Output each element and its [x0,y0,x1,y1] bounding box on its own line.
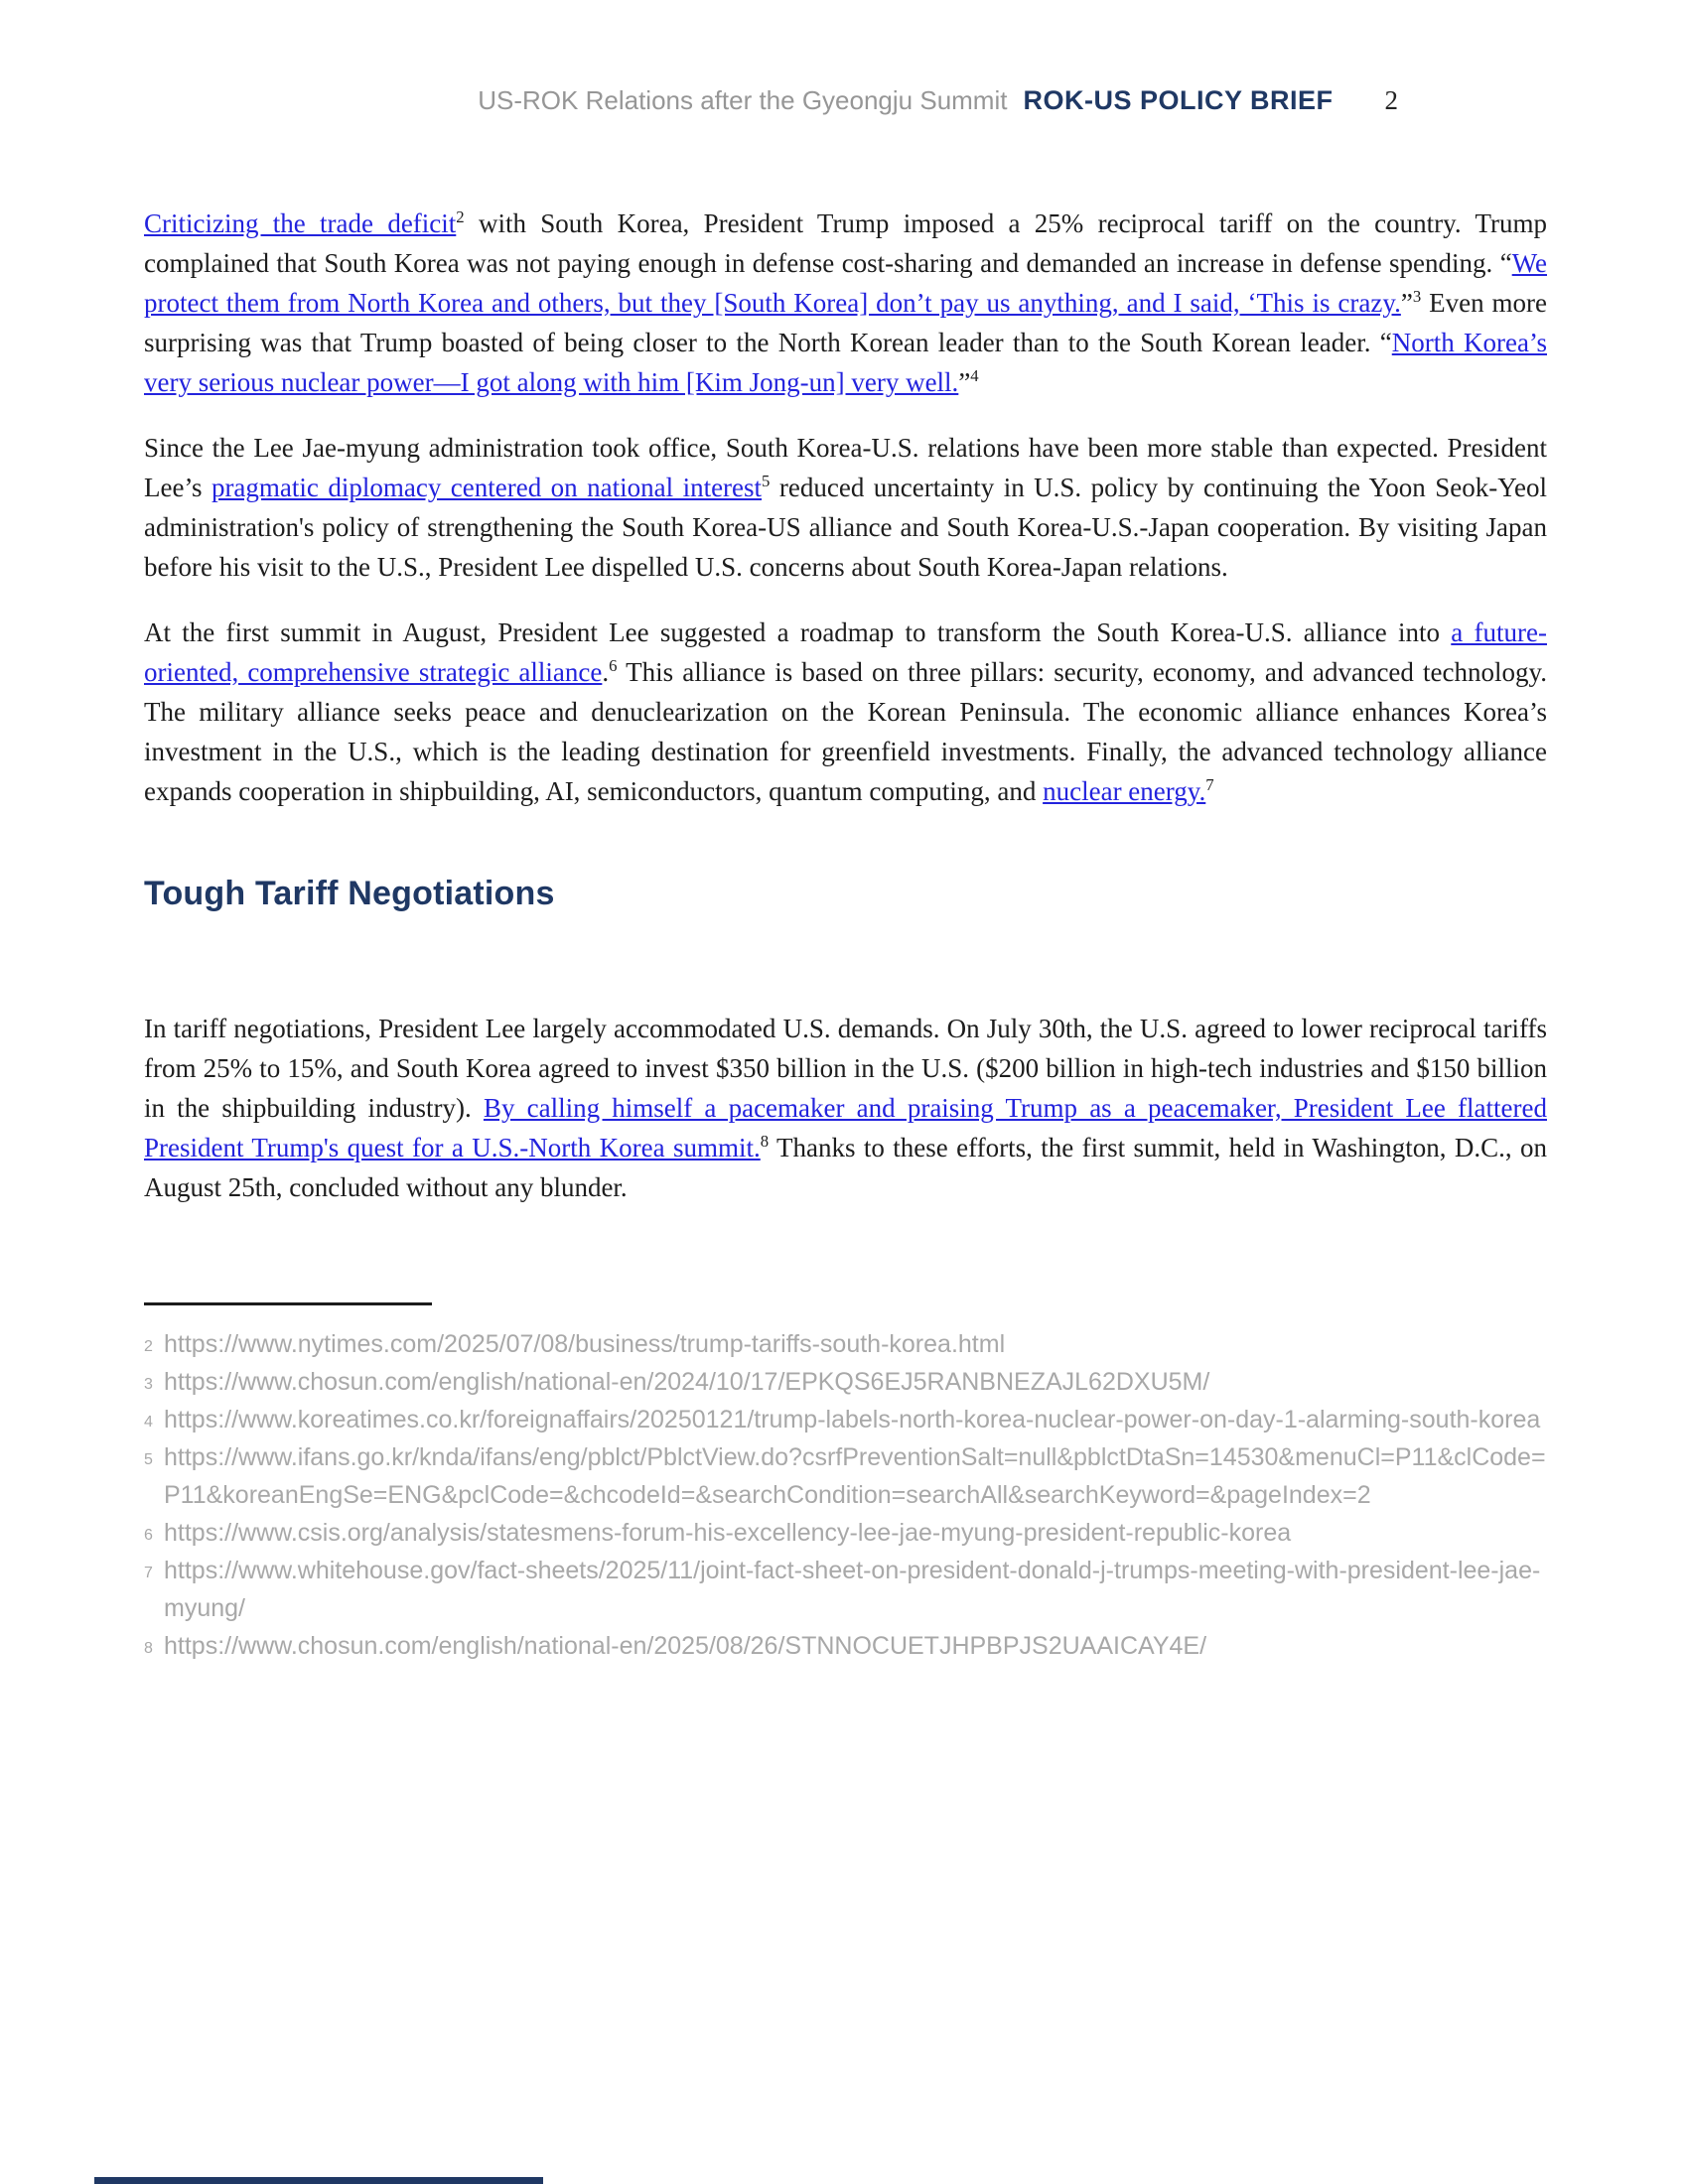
footnote-item [144,1552,1547,1627]
running-title: US-ROK Relations after the Gyeongju Summit [478,85,1008,115]
footnote-ref: 6 [609,656,618,675]
inline-link[interactable]: Criticizing the trade deficit [144,208,457,238]
footer-accent-bar [94,2177,543,2184]
footnote-marker: 5 [144,1451,153,1468]
inline-link[interactable]: nuclear energy. [1043,776,1206,806]
footnote-marker: 4 [144,1414,153,1431]
footnote-ref: 4 [970,366,979,385]
footnotes-section [144,1325,1547,1665]
footnote-item [144,1401,1547,1438]
footnote-ref: 8 [760,1132,770,1151]
inline-link[interactable]: By calling himself a pacemaker and praising Trump as a peacemaker, President Lee flattered President Trump's quest for a U.S.-North Korea summit. [144,1093,1547,1162]
paragraph-3: At the first summit in August, President Lee suggested a roadmap to transform the South Korea-U.S. alliance into a future-oriented, comprehensive strategic alliance.$^6$ This alliance is based on three pillars: security, economy, and advanced technology. The military alliance seeks peace and denuclearization on the Korean Peninsula. The economic alliance enhances Korea’s investment in the U.S., which is the leading destination for greenfield investments. Finally, the advanced technology alliance expands cooperation in shipbuilding, AI, semiconductors, quantum computing, and nuclear energy.$^7$ [144,617,1547,806]
footnote-url: https://www.whitehouse.gov/fact-sheets/2025/11/joint-fact-sheet-on-president-donald-j-trumps-meeting-with-president-lee-jae-myung/ [164,1557,1541,1622]
footnote-marker: 2 [144,1338,153,1355]
page-number: 2 [1384,85,1398,115]
footnote-url: https://www.chosun.com/english/national-en/2024/10/17/EPKQS6EJ5RANBNEZAJL62DXU5M/ [164,1368,1210,1396]
footnote-item [144,1363,1547,1401]
footnote-ref: 7 [1205,775,1214,794]
inline-link[interactable]: a future-oriented, comprehensive strategic alliance [144,617,1547,687]
footnote-item [144,1438,1547,1514]
footnote-item [144,1325,1547,1363]
footnote-url: https://www.nytimes.com/2025/07/08/business/trump-tariffs-south-korea.html [164,1330,1006,1358]
inline-link[interactable]: We protect them from North Korea and others, but they [South Korea] don’t pay us anything, and I said, ‘This is crazy. [144,248,1547,318]
footnote-ref: 5 [762,472,771,490]
footnote-marker: 7 [144,1565,153,1581]
page-header [144,85,1547,116]
footnote-url: https://www.koreatimes.co.kr/foreignaffairs/20250121/trump-labels-north-korea-nuclear-power-on-day-1-alarming-south-korea [164,1406,1541,1433]
brand-title: ROK-US POLICY BRIEF [1023,85,1334,115]
page-content [0,85,1688,1665]
footnote-url: https://www.chosun.com/english/national-en/2025/08/26/STNNOCUETJHPBPJS2UAAICAY4E/ [164,1632,1207,1660]
footnote-ref: 2 [456,207,465,226]
footnote-separator [144,1302,432,1305]
footnote-url: https://www.ifans.go.kr/knda/ifans/eng/pblct/PblctView.do?csrfPreventionSalt=null&pblctDtaSn=14530&menuCl=P11&clCode=P11&koreanEngSe=ENG&pclCode=&chcodeId=&searchCondition=searchAll&searchKeyword=&pageIndex=2 [164,1443,1546,1509]
footnote-marker: 8 [144,1640,153,1657]
footnote-url: https://www.csis.org/analysis/statesmens-forum-his-excellency-lee-jae-myung-president-republic-korea [164,1519,1292,1547]
footnote-marker: 3 [144,1376,153,1393]
inline-link[interactable]: pragmatic diplomacy centered on national interest [211,473,763,502]
inline-link[interactable]: North Korea’s very serious nuclear power—I got along with him [Kim Jong-un] very well. [144,328,1547,397]
footnote-item [144,1627,1547,1665]
paragraph-4: In tariff negotiations, President Lee largely accommodated U.S. demands. On July 30th, the U.S. agreed to lower reciprocal tariffs from 25% to 15%, and South Korea agreed to invest $350 billion in the U.S. ($200 billion in high-tech industries and $150 billion in the shipbuilding industry). By calling himself a pacemaker and praising Trump as a peacemaker, President Lee flattered President Trump's quest for a U.S.-North Korea summit.$^8$ Thanks to these efforts, the first summit, held in Washington, D.C., on August 25th, concluded without any blunder. [144,1014,1547,1202]
paragraph-2: Since the Lee Jae-myung administration took office, South Korea-U.S. relations have been more stable than expected. President Lee’s pragmatic diplomacy centered on national interest$^5$ reduced uncertainty in U.S. policy by continuing the Yoon Seok-Yeol administration's policy of strengthening the South Korea-US alliance and South Korea-U.S.-Japan cooperation. By visiting Japan before his visit to the U.S., President Lee dispelled U.S. concerns about South Korea-Japan relations. [144,433,1547,582]
footnote-ref: 3 [1412,287,1422,306]
footnote-item [144,1514,1547,1552]
paragraph-1: Criticizing the trade deficit$^2$ with South Korea, President Trump imposed a 25% reciprocal tariff on the country. Trump complained that South Korea was not paying enough in defense cost-sharing and demanded an increase in defense spending. “We protect them from North Korea and others, but they [South Korea] don’t pay us anything, and I said, ‘This is crazy.”$^3$ Even more surprising was that Trump boasted of being closer to the North Korean leader than to the South Korean leader. “North Korea’s very serious nuclear power—I got along with him [Kim Jong-un] very well.”$^4$ [144,207,1548,397]
section-heading: Tough Tariff Negotiations [144,875,555,912]
footnote-marker: 6 [144,1527,153,1544]
